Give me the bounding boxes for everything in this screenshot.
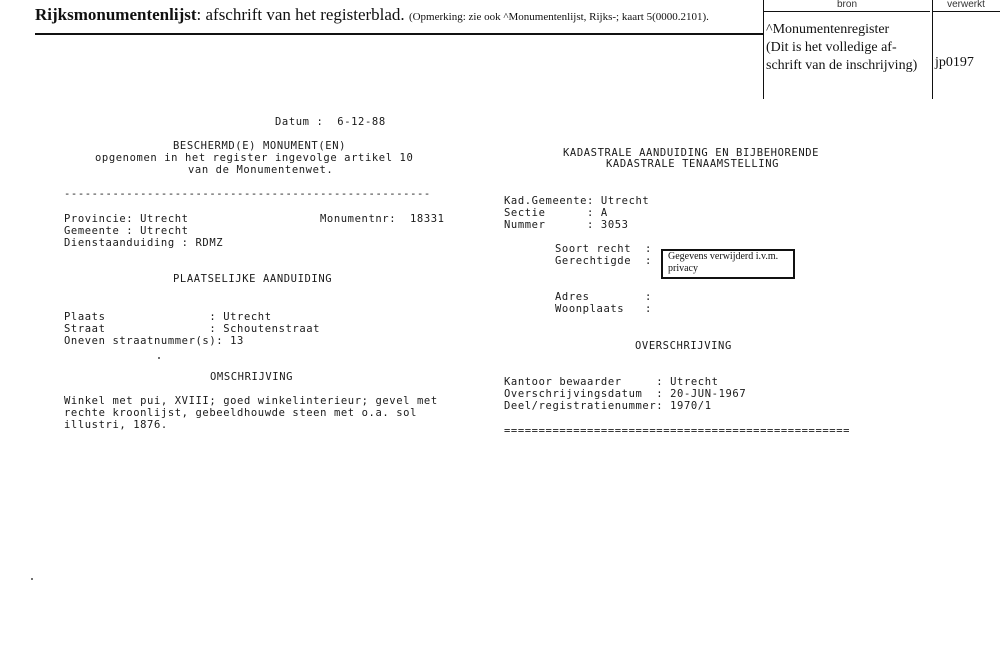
scan-speck bbox=[31, 578, 33, 580]
gerechtigde: Gerechtigde : bbox=[555, 255, 652, 267]
kadastrale-subheading: KADASTRALE TENAAMSTELLING bbox=[606, 158, 780, 170]
verwerkt-value: jp0197 bbox=[935, 55, 974, 70]
privacy-note: Gegevens verwijderd i.v.m. privacy bbox=[668, 251, 779, 274]
gemeente: Gemeente : Utrecht bbox=[64, 225, 189, 237]
adres: Adres : bbox=[555, 291, 652, 303]
overschrijving-heading: OVERSCHRIJVING bbox=[635, 340, 732, 352]
bron-line: (Dit is het volledige af- bbox=[766, 40, 897, 55]
datum: Datum : 6-12-88 bbox=[275, 116, 386, 128]
deel-registratienummer: Deel/registratienummer: 1970/1 bbox=[504, 400, 712, 412]
kadastrale-heading: KADASTRALE AANDUIDING EN BIJBEHORENDE bbox=[563, 147, 820, 159]
bron-text bbox=[766, 21, 917, 75]
verwerkt-label: verwerkt bbox=[932, 0, 1000, 12]
monument-subheading: opgenomen in het register ingevolge artikel 10 bbox=[95, 152, 414, 164]
dashed-separator: ----------------------------------------------------- bbox=[64, 188, 431, 200]
header-rule bbox=[35, 33, 763, 35]
monumentnr: Monumentnr: 18331 bbox=[320, 213, 445, 225]
plaats: Plaats : Utrecht bbox=[64, 311, 272, 323]
sectie: Sectie : A bbox=[504, 207, 608, 219]
title-bold: Rijksmonumentenlijst bbox=[35, 5, 197, 24]
bron-line: schrift van de inschrijving) bbox=[766, 58, 918, 73]
plaatselijke-heading: PLAATSELIJKE AANDUIDING bbox=[173, 273, 333, 285]
soort-recht: Soort recht : bbox=[555, 243, 652, 255]
bron-line: ^Monumentenregister bbox=[766, 22, 890, 37]
oneven-straatnummer: Oneven straatnummer(s): 13 bbox=[64, 335, 244, 347]
overschrijvingsdatum: Overschrijvingsdatum : 20-JUN-1967 bbox=[504, 388, 747, 400]
title-note: (Opmerking: zie ook ^Monumentenlijst, Rijks-; kaart 5(0000.2101). bbox=[408, 11, 709, 23]
bron-label: bron bbox=[764, 0, 930, 12]
provincie: Provincie: Utrecht bbox=[64, 213, 189, 225]
straat: Straat : Schoutenstraat bbox=[64, 323, 321, 335]
omschrijving-line: rechte kroonlijst, gebeeldhouwde steen met o.a. sol bbox=[64, 407, 417, 419]
kantoor-bewaarder: Kantoor bewaarder : Utrecht bbox=[504, 376, 719, 388]
document-title bbox=[35, 5, 709, 25]
nummer: Nummer : 3053 bbox=[504, 219, 629, 231]
scan-speck bbox=[158, 357, 160, 359]
dienstaanduiding: Dienstaanduiding : RDMZ bbox=[64, 237, 224, 249]
monument-subheading-2: van de Monumentenwet. bbox=[188, 164, 334, 176]
equals-separator: ================================================== bbox=[504, 425, 851, 437]
omschrijving-heading: OMSCHRIJVING bbox=[210, 371, 294, 383]
omschrijving-line: illustri, 1876. bbox=[64, 419, 168, 431]
omschrijving-line: Winkel met pui, XVIII; goed winkelinterieur; gevel met bbox=[64, 395, 438, 407]
woonplaats: Woonplaats : bbox=[555, 303, 652, 315]
title-rest: : afschrift van het registerblad. bbox=[196, 5, 405, 24]
kad-gemeente: Kad.Gemeente: Utrecht bbox=[504, 195, 650, 207]
monument-heading: BESCHERMD(E) MONUMENT(EN) bbox=[173, 140, 347, 152]
